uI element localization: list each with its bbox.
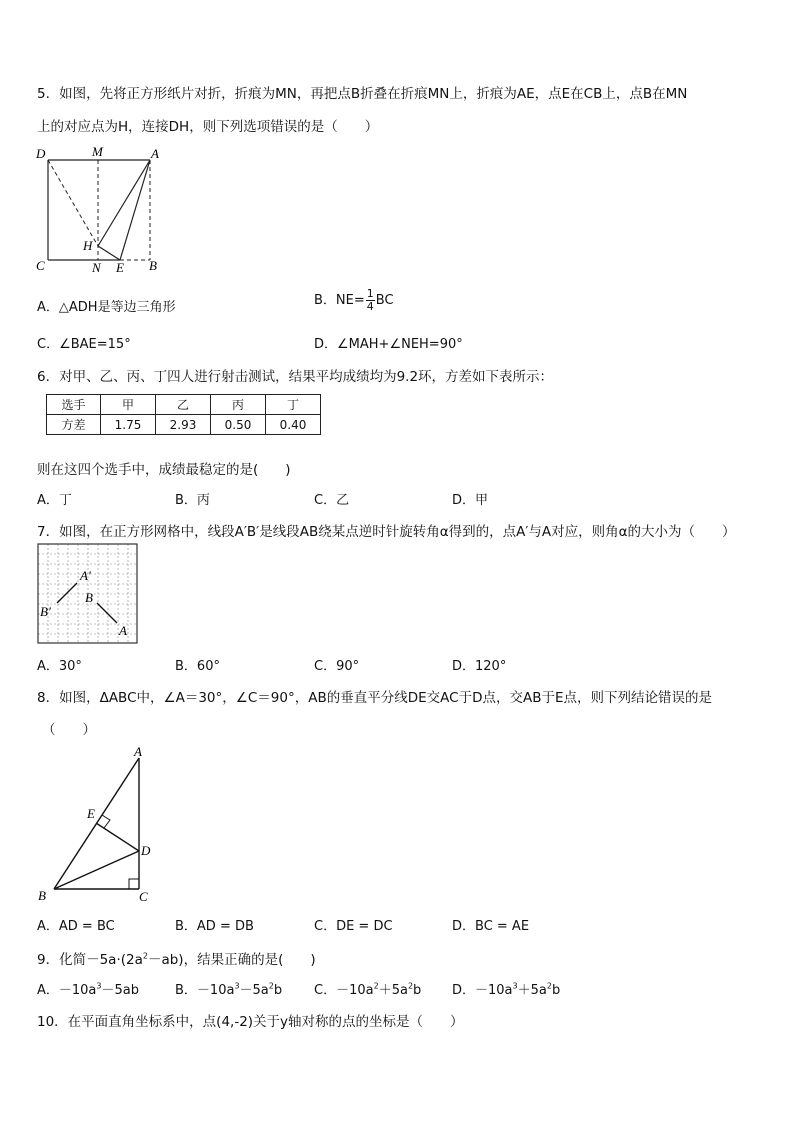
q5-option-d[interactable]: D．∠MAH+∠NEH=90°: [314, 337, 463, 352]
q9-option-b-exp2: 2: [268, 981, 274, 991]
q9-stem-exponent: 2: [142, 951, 148, 961]
q9-option-d-mid: ＋5a: [517, 983, 547, 998]
table-cell: 2.93: [156, 415, 211, 435]
q5-option-b-suffix: BC: [375, 293, 394, 308]
q5-figure: [30, 142, 170, 276]
table-header-cell: 乙: [156, 395, 211, 415]
q9-option-d[interactable]: [452, 979, 560, 998]
q9-option-a-pre: A．－10a: [37, 983, 97, 998]
q5-label-n: N: [92, 260, 101, 275]
q9-option-a-exp1: 3: [96, 981, 102, 991]
q6-option-b[interactable]: B．丙: [175, 493, 210, 508]
q9-option-a[interactable]: [37, 979, 139, 998]
q9-stem: [37, 948, 316, 968]
q6-stem: 6．对甲、乙、丙、丁四人进行射击测试，结果平均成绩均为9.2环，方差如下表所示：: [37, 369, 554, 385]
table-cell: 1.75: [101, 415, 156, 435]
q8-figure: [32, 740, 162, 908]
q9-option-b-exp1: 3: [234, 981, 240, 991]
q5-stem-line1: 5．如图，先将正方形纸片对折，折痕为MN，再把点B折叠在折痕MN上，折痕为AE，点E在CB上，点B在MN: [37, 86, 688, 102]
table-row: [47, 395, 321, 415]
q9-option-c-exp1: 2: [373, 981, 379, 991]
q5-segment-ae: [120, 160, 150, 260]
table-header-cell: 丙: [211, 395, 266, 415]
q9-option-d-pre: D．－10a: [452, 983, 513, 998]
q6-option-c[interactable]: C．乙: [314, 493, 350, 508]
q9-option-c-pre: C．－10a: [314, 983, 374, 998]
q9-option-c[interactable]: [314, 979, 421, 998]
q9-option-b-mid: －5a: [239, 983, 269, 998]
q5-segment-dh: [48, 160, 98, 246]
table-header-cell: 丁: [266, 395, 321, 415]
q10-stem: 10．在平面直角坐标系中，点(4,-2)关于y轴对称的点的坐标是（ ）: [37, 1014, 464, 1030]
q8-stem: 8．如图，ΔABC中，∠A＝30°，∠C＝90°，AB的垂直平分线DE交AC于D点，交AB于E点，则下列结论错误的是: [37, 690, 712, 706]
q8-option-d[interactable]: D．BC = AE: [452, 919, 530, 934]
q7-segment-a1b1: [57, 583, 77, 603]
q6-option-a[interactable]: A．丁: [37, 493, 72, 508]
q8-option-a[interactable]: A．AD = BC: [37, 919, 115, 934]
q5-segment-he: [98, 246, 120, 260]
q8-label-c: C: [139, 889, 148, 904]
q9-option-a-mid: －5ab: [101, 983, 139, 998]
q7-option-a[interactable]: A．30°: [37, 659, 82, 674]
q5-label-m: M: [92, 144, 103, 159]
q5-option-b-fraction: [366, 288, 375, 313]
q5-label-d: D: [36, 146, 46, 161]
q8-label-d: D: [141, 843, 151, 858]
q9-stem-prefix: 9．化简－5a·(2a: [37, 952, 143, 968]
q5-option-b[interactable]: [314, 288, 394, 313]
q6-option-d[interactable]: D．甲: [452, 493, 489, 508]
q5-stem-line2: 上的对应点为H，连接DH，则下列选项错误的是（ ）: [37, 119, 379, 135]
q5-label-b: B: [149, 258, 157, 273]
q9-option-d-exp1: 3: [512, 981, 518, 991]
q5-label-c: C: [36, 258, 45, 273]
table-cell: 0.40: [266, 415, 321, 435]
q8-stem-line2: （ ）: [42, 722, 96, 738]
q9-option-b-post: b: [273, 983, 283, 998]
q8-right-angle-e: [102, 815, 110, 828]
q8-label-b: B: [38, 888, 46, 903]
q9-option-d-exp2: 2: [546, 981, 552, 991]
q9-option-c-post: b: [413, 983, 422, 998]
q5-option-b-prefix: B．NE=: [314, 293, 365, 308]
q7-option-c[interactable]: C．90°: [314, 659, 360, 674]
q5-label-e: E: [116, 260, 124, 275]
table-header-label: 选手: [47, 395, 101, 415]
q7-option-b[interactable]: B．60°: [175, 659, 220, 674]
table-header-cell: 甲: [101, 395, 156, 415]
q9-option-b[interactable]: [175, 979, 282, 998]
q9-option-c-mid: ＋5a: [378, 983, 408, 998]
q8-right-angle-c: [129, 879, 139, 889]
q7-segment-ab: [97, 603, 117, 623]
table-cell: 0.50: [211, 415, 266, 435]
q8-label-e: E: [87, 806, 95, 821]
q9-option-c-exp2: 2: [407, 981, 414, 991]
q7-option-d[interactable]: D．120°: [452, 659, 507, 674]
table-row: [47, 415, 321, 435]
q5-label-a: A: [151, 146, 159, 161]
q5-option-c[interactable]: C．∠BAE=15°: [37, 337, 131, 352]
q8-label-a: A: [134, 744, 142, 759]
q7-label-a-prime: A′: [80, 568, 91, 583]
q7-label-b: B: [85, 590, 93, 605]
q5-fraction-denominator: 4: [366, 300, 374, 313]
q8-segment-de: [96, 823, 139, 851]
q8-option-c[interactable]: C．DE = DC: [314, 919, 393, 934]
q9-option-b-pre: B．－10a: [175, 983, 235, 998]
q9-stem-suffix: －ab)，结果正确的是( ): [147, 952, 316, 968]
q7-label-b-prime: B′: [40, 604, 51, 619]
q6-variance-table: [46, 394, 321, 435]
q6-question: 则在这四个选手中，成绩最稳定的是( ): [37, 462, 291, 478]
q8-option-b[interactable]: B．AD = DB: [175, 919, 254, 934]
q9-option-d-post: b: [551, 983, 561, 998]
q7-grid-figure: [37, 543, 139, 645]
q5-option-a[interactable]: A．△ADH是等边三角形: [37, 300, 176, 315]
q7-stem: 7．如图，在正方形网格中，线段A′B′是线段AB绕某点逆时针旋转角α得到的，点A′与A对应，则角α的大小为（ ）: [37, 524, 736, 540]
q7-label-a: A: [119, 623, 127, 638]
q5-label-h: H: [83, 238, 93, 253]
table-row-label: 方差: [47, 415, 101, 435]
q5-segment-ah: [98, 160, 150, 246]
q5-fraction-numerator: 1: [366, 287, 374, 300]
